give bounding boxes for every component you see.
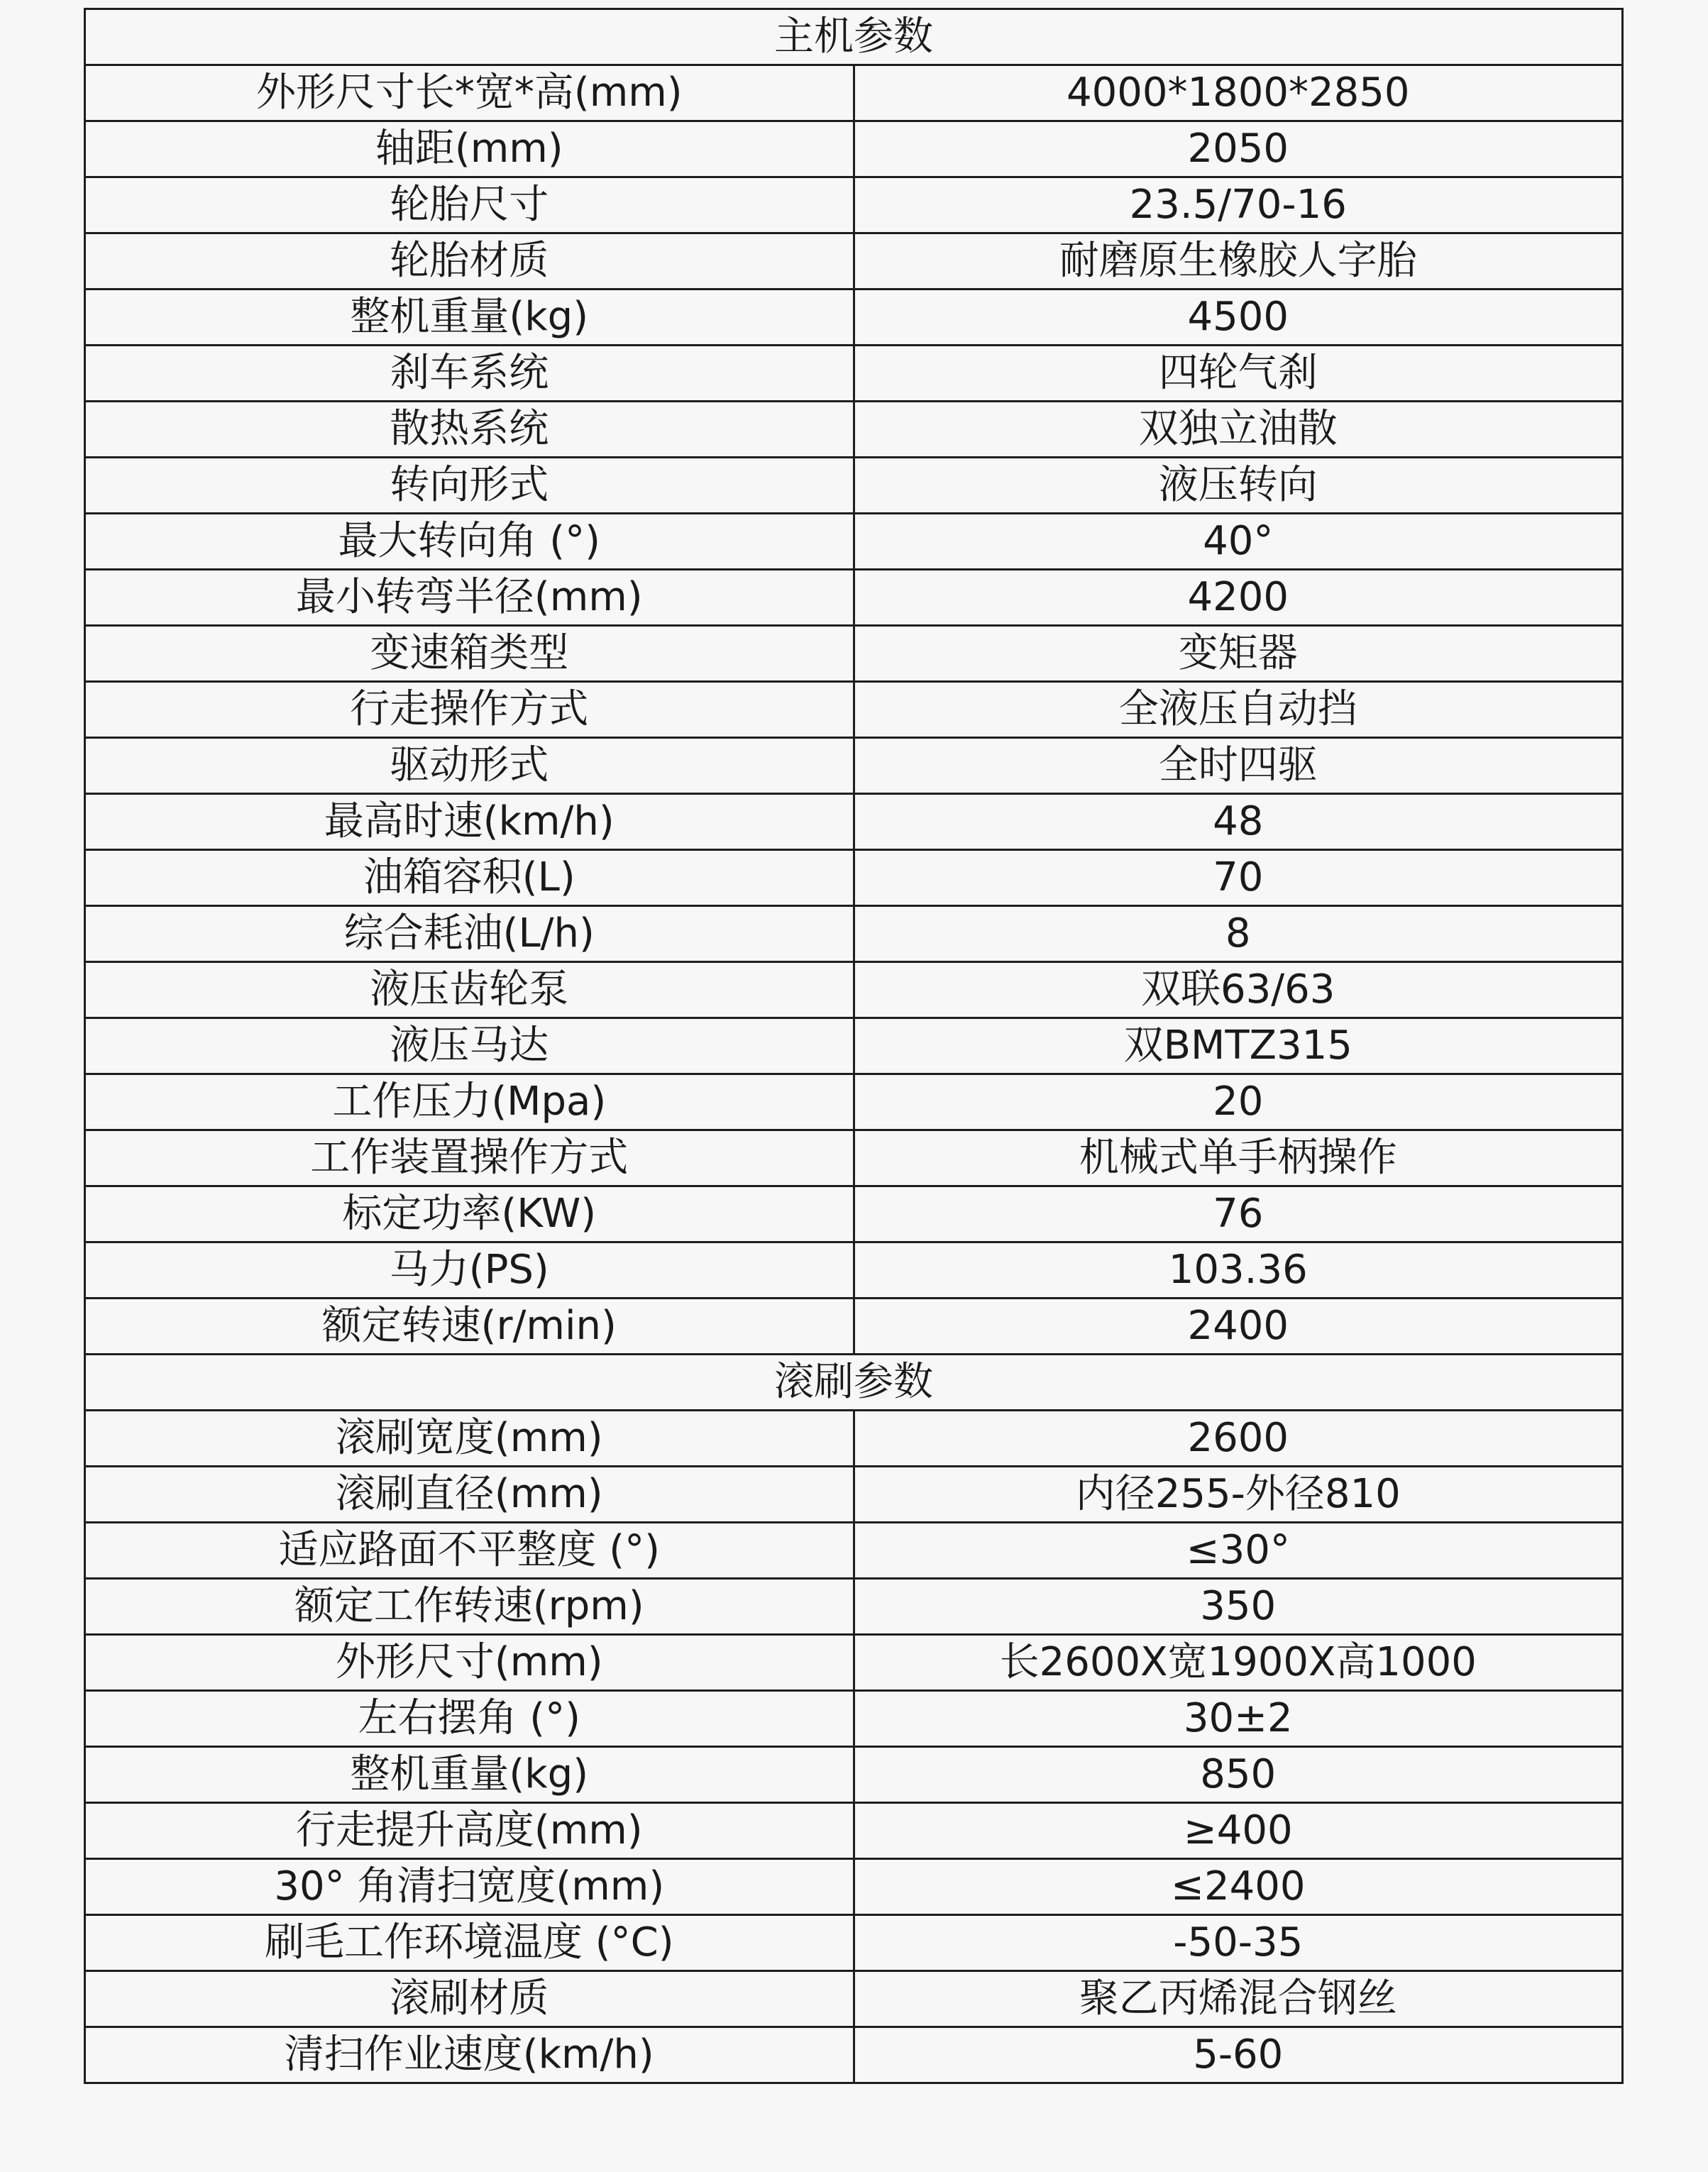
section-title: 主机参数 xyxy=(85,9,1623,65)
table-row xyxy=(85,1411,1623,1467)
param-value: 2400 xyxy=(854,1299,1623,1355)
param-value: 4500 xyxy=(854,290,1623,346)
param-value: -50-35 xyxy=(854,1915,1623,1971)
table-row xyxy=(85,1523,1623,1579)
param-value: 4200 xyxy=(854,570,1623,626)
param-value: 350 xyxy=(854,1579,1623,1635)
table-row xyxy=(85,402,1623,458)
param-value: 内径255-外径810 xyxy=(854,1467,1623,1523)
param-value: 聚乙丙烯混合钢丝 xyxy=(854,1971,1623,2027)
param-value: 76 xyxy=(854,1186,1623,1242)
param-label: 额定工作转速(rpm) xyxy=(85,1579,854,1635)
table-row xyxy=(85,1186,1623,1242)
param-label: 最高时速(km/h) xyxy=(85,794,854,850)
param-value: 机械式单手柄操作 xyxy=(854,1130,1623,1186)
table-row xyxy=(85,233,1623,290)
param-value: 双BMTZ315 xyxy=(854,1018,1623,1074)
table-row xyxy=(85,570,1623,626)
param-label: 最大转向角 (°) xyxy=(85,514,854,570)
param-value: 70 xyxy=(854,850,1623,906)
section-title: 滚刷参数 xyxy=(85,1355,1623,1411)
param-label: 适应路面不平整度 (°) xyxy=(85,1523,854,1579)
param-label: 液压马达 xyxy=(85,1018,854,1074)
section-header-row xyxy=(85,1355,1623,1411)
table-row xyxy=(85,458,1623,514)
param-value: ≤30° xyxy=(854,1523,1623,1579)
param-label: 刷毛工作环境温度 (°C) xyxy=(85,1915,854,1971)
param-label: 清扫作业速度(km/h) xyxy=(85,2027,854,2083)
table-row xyxy=(85,1803,1623,1859)
param-label: 液压齿轮泵 xyxy=(85,962,854,1018)
param-value: 全时四驱 xyxy=(854,738,1623,794)
param-value: 全液压自动挡 xyxy=(854,682,1623,738)
param-label: 滚刷直径(mm) xyxy=(85,1467,854,1523)
table-row xyxy=(85,626,1623,682)
table-row xyxy=(85,1971,1623,2027)
table-row xyxy=(85,794,1623,850)
table-row xyxy=(85,1579,1623,1635)
param-value: 液压转向 xyxy=(854,458,1623,514)
param-label: 标定功率(KW) xyxy=(85,1186,854,1242)
param-label: 散热系统 xyxy=(85,402,854,458)
table-row xyxy=(85,1467,1623,1523)
param-label: 左右摆角 (°) xyxy=(85,1691,854,1747)
table-row xyxy=(85,65,1623,121)
param-label: 综合耗油(L/h) xyxy=(85,906,854,962)
param-value: 双独立油散 xyxy=(854,402,1623,458)
table-row xyxy=(85,1915,1623,1971)
param-label: 整机重量(kg) xyxy=(85,290,854,346)
table-row xyxy=(85,290,1623,346)
param-label: 外形尺寸长*宽*高(mm) xyxy=(85,65,854,121)
table-row xyxy=(85,346,1623,402)
param-label: 轮胎尺寸 xyxy=(85,177,854,233)
table-row xyxy=(85,514,1623,570)
table-row xyxy=(85,1074,1623,1130)
param-label: 最小转弯半径(mm) xyxy=(85,570,854,626)
table-row xyxy=(85,1242,1623,1299)
param-value: ≤2400 xyxy=(854,1859,1623,1915)
spec-table xyxy=(84,8,1624,2084)
table-row xyxy=(85,1859,1623,1915)
table-row xyxy=(85,2027,1623,2083)
param-value: 四轮气刹 xyxy=(854,346,1623,402)
param-value: 耐磨原生橡胶人字胎 xyxy=(854,233,1623,290)
param-label: 行走操作方式 xyxy=(85,682,854,738)
table-row xyxy=(85,906,1623,962)
param-label: 油箱容积(L) xyxy=(85,850,854,906)
param-value: 双联63/63 xyxy=(854,962,1623,1018)
param-label: 30° 角清扫宽度(mm) xyxy=(85,1859,854,1915)
param-label: 整机重量(kg) xyxy=(85,1747,854,1803)
param-value: ≥400 xyxy=(854,1803,1623,1859)
table-row xyxy=(85,1747,1623,1803)
param-value: 长2600X宽1900X高1000 xyxy=(854,1635,1623,1691)
param-label: 转向形式 xyxy=(85,458,854,514)
param-label: 行走提升高度(mm) xyxy=(85,1803,854,1859)
param-label: 工作装置操作方式 xyxy=(85,1130,854,1186)
param-label: 外形尺寸(mm) xyxy=(85,1635,854,1691)
param-value: 20 xyxy=(854,1074,1623,1130)
spec-table-body xyxy=(85,9,1623,2083)
param-value: 48 xyxy=(854,794,1623,850)
param-value: 8 xyxy=(854,906,1623,962)
param-value: 850 xyxy=(854,1747,1623,1803)
param-label: 刹车系统 xyxy=(85,346,854,402)
param-label: 轴距(mm) xyxy=(85,121,854,177)
param-value: 23.5/70-16 xyxy=(854,177,1623,233)
section-header-row xyxy=(85,9,1623,65)
param-value: 40° xyxy=(854,514,1623,570)
table-row xyxy=(85,850,1623,906)
param-label: 驱动形式 xyxy=(85,738,854,794)
param-value: 103.36 xyxy=(854,1242,1623,1299)
table-row xyxy=(85,1130,1623,1186)
param-value: 4000*1800*2850 xyxy=(854,65,1623,121)
table-row xyxy=(85,1691,1623,1747)
table-row xyxy=(85,1018,1623,1074)
param-label: 轮胎材质 xyxy=(85,233,854,290)
table-row xyxy=(85,177,1623,233)
param-label: 额定转速(r/min) xyxy=(85,1299,854,1355)
param-value: 30±2 xyxy=(854,1691,1623,1747)
param-label: 工作压力(Mpa) xyxy=(85,1074,854,1130)
table-row xyxy=(85,1299,1623,1355)
param-label: 滚刷宽度(mm) xyxy=(85,1411,854,1467)
param-value: 变矩器 xyxy=(854,626,1623,682)
table-row xyxy=(85,1635,1623,1691)
param-label: 马力(PS) xyxy=(85,1242,854,1299)
param-value: 5-60 xyxy=(854,2027,1623,2083)
table-row xyxy=(85,738,1623,794)
table-row xyxy=(85,682,1623,738)
param-value: 2050 xyxy=(854,121,1623,177)
param-label: 滚刷材质 xyxy=(85,1971,854,2027)
table-row xyxy=(85,962,1623,1018)
param-value: 2600 xyxy=(854,1411,1623,1467)
param-label: 变速箱类型 xyxy=(85,626,854,682)
table-row xyxy=(85,121,1623,177)
